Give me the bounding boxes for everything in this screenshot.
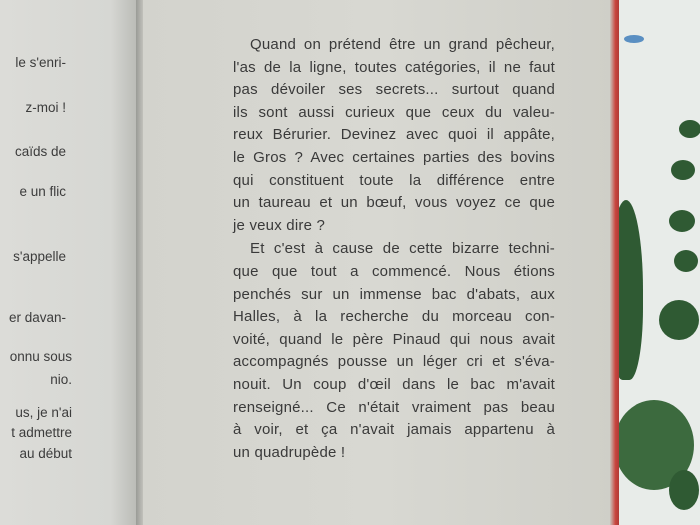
main-text-line: Et c'est à cause de cette bizarre techni- bbox=[250, 240, 555, 258]
left-page-line: caïds de bbox=[14, 144, 66, 159]
left-page bbox=[0, 0, 138, 525]
main-text-line: penchés sur un immense bac d'abats, aux bbox=[233, 285, 555, 303]
left-page-line: er davan- bbox=[8, 310, 66, 325]
main-text-line: Halles, à la recherche du morceau con- bbox=[233, 308, 555, 326]
main-text-line: pas dévoiler ses secrets... surtout quand bbox=[233, 81, 555, 99]
plant-background bbox=[619, 0, 700, 525]
main-text-line: qui constituent toute la différence entre bbox=[233, 171, 555, 189]
red-cover-edge bbox=[610, 0, 619, 525]
main-text-line: un quadrupède ! bbox=[233, 443, 346, 461]
left-page-line: us, je n'ai bbox=[15, 405, 72, 420]
main-text-line: à voir, et ça n'avait jamais appartenu à bbox=[233, 421, 555, 439]
main-text-line: le Gros ? Avec certaines parties des bovins bbox=[233, 149, 555, 166]
main-text-line: je veux dire ? bbox=[233, 216, 326, 234]
main-text-line: renseigné... Ce n'était vraiment pas beau bbox=[233, 398, 555, 416]
left-page-line: e un flic bbox=[19, 184, 66, 199]
main-text-line: accompagnés pousse un léger cri et s'éva- bbox=[233, 353, 555, 371]
left-page-line: t admettre bbox=[11, 425, 72, 440]
left-page-line: s'appelle bbox=[13, 249, 66, 264]
main-text-line: un taureau et un bœuf, vous voyez ce que bbox=[233, 194, 555, 212]
left-page-line: nio. bbox=[50, 372, 72, 387]
left-page-line: z-moi ! bbox=[25, 100, 66, 115]
main-text-line: l'as de la ligne, toutes catégories, il ne faut bbox=[233, 58, 555, 76]
left-page-line: au début bbox=[19, 446, 72, 461]
main-text-line: voité, quand le père Pinaud qui nous avait bbox=[233, 330, 555, 348]
main-text-line: reux Bérurier. Devinez avec quoi il appâte, bbox=[233, 126, 555, 144]
main-text-line: ils sont aussi curieux que ceux du valeu- bbox=[233, 103, 555, 121]
left-page-line: onnu sous bbox=[9, 349, 72, 364]
left-page-line: le s'enri- bbox=[15, 55, 66, 70]
main-text-line: que que tout a commencé. Nous étions bbox=[233, 263, 555, 280]
main-text-line: Quand on prétend être un grand pêcheur, bbox=[250, 36, 555, 53]
main-text-line: nouit. Un coup d'œil dans le bac m'avait bbox=[233, 376, 555, 393]
